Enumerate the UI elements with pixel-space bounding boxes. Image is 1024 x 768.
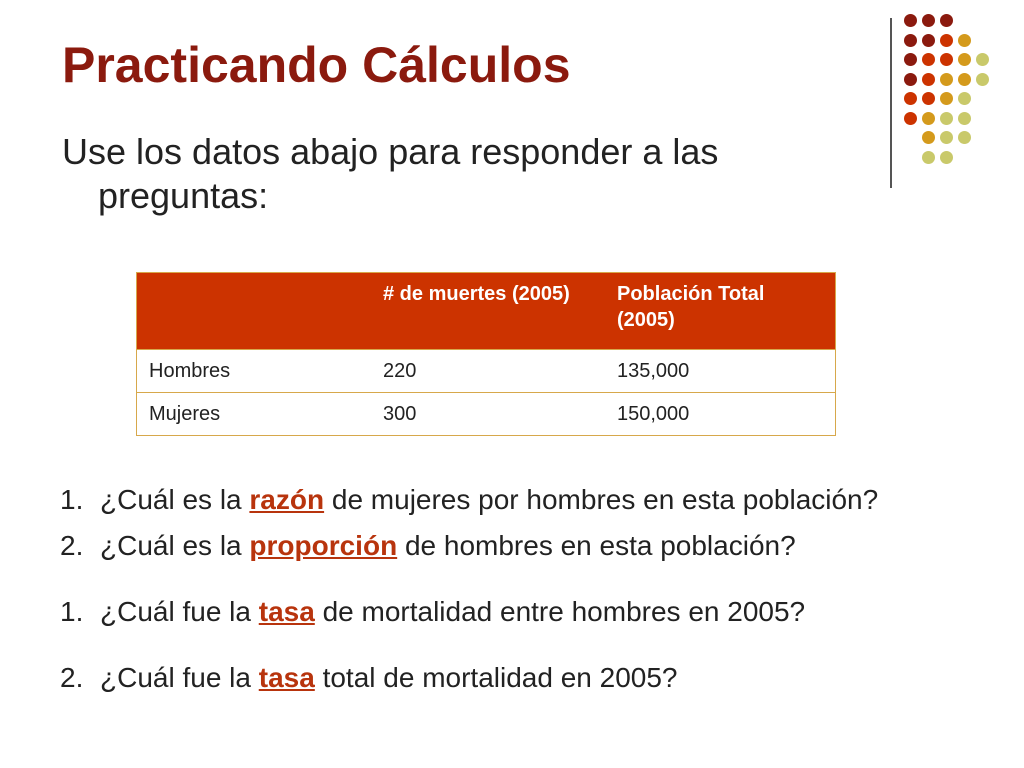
decorative-dot (940, 131, 953, 144)
decorative-dot (904, 112, 917, 125)
question-text: ¿Cuál es la (100, 530, 250, 561)
decorative-dot (904, 73, 917, 86)
decorative-dot (922, 92, 935, 105)
question-item (60, 594, 990, 630)
question-number: 2. (60, 530, 84, 561)
decorative-dot (922, 112, 935, 125)
slide-title: Practicando Cálculos (62, 37, 571, 93)
question-keyword: tasa (258, 662, 315, 693)
question-keyword: proporción (249, 530, 398, 561)
question-number: 1. (60, 596, 84, 627)
decorative-dot (940, 73, 953, 86)
decorative-dot (940, 14, 953, 27)
decorative-dot-pattern (904, 14, 1014, 174)
decorative-dot (958, 92, 971, 105)
table-header-cell (137, 273, 372, 350)
question-text: ¿Cuál fue la (100, 662, 259, 693)
question-item (60, 528, 990, 564)
decorative-dot (904, 14, 917, 27)
question-number: 2. (60, 662, 84, 693)
question-item (60, 482, 990, 518)
decorative-dot (922, 34, 935, 47)
data-table (136, 272, 836, 436)
question-text: de mujeres por hombres en esta población? (324, 484, 879, 515)
decorative-dot (958, 73, 971, 86)
table-header-cell: # de muertes (2005) (371, 273, 605, 350)
decorative-dot (922, 151, 935, 164)
table-row (137, 393, 836, 436)
decorative-dot (940, 151, 953, 164)
decorative-dot (958, 34, 971, 47)
question-text: total de mortalidad en 2005? (314, 662, 678, 693)
decorative-dot (976, 53, 989, 66)
decorative-dot (922, 14, 935, 27)
decorative-dot (922, 131, 935, 144)
question-keyword: tasa (258, 596, 315, 627)
decorative-dot (958, 53, 971, 66)
slide-subtitle: Use los datos abajo para responder a las preguntas: (62, 131, 719, 216)
question-number: 1. (60, 484, 84, 515)
table-cell: Mujeres (137, 393, 372, 436)
decorative-dot (904, 34, 917, 47)
question-list (60, 482, 990, 696)
table-cell: 220 (371, 350, 605, 393)
decorative-dot (904, 92, 917, 105)
decorative-dot (922, 73, 935, 86)
decorative-dot (976, 73, 989, 86)
question-item (60, 660, 990, 696)
question-text: de hombres en esta población? (397, 530, 796, 561)
decorative-dot (922, 53, 935, 66)
decorative-dot (940, 53, 953, 66)
table-cell: Hombres (137, 350, 372, 393)
question-text: de mortalidad entre hombres en 2005? (314, 596, 806, 627)
decorative-dot (940, 34, 953, 47)
question-keyword: razón (249, 484, 325, 515)
decorative-dot (958, 131, 971, 144)
decorative-dot (904, 53, 917, 66)
table-cell: 150,000 (605, 393, 836, 436)
question-text: ¿Cuál fue la (100, 596, 259, 627)
decorative-dot (940, 112, 953, 125)
decorative-dot (940, 92, 953, 105)
decorative-dot (958, 112, 971, 125)
table-row (137, 350, 836, 393)
decorative-divider (890, 18, 892, 188)
table-cell: 300 (371, 393, 605, 436)
table-cell: 135,000 (605, 350, 836, 393)
table-header-row (137, 273, 836, 350)
table-header-cell: Población Total (2005) (605, 273, 836, 350)
question-text: ¿Cuál es la (100, 484, 250, 515)
